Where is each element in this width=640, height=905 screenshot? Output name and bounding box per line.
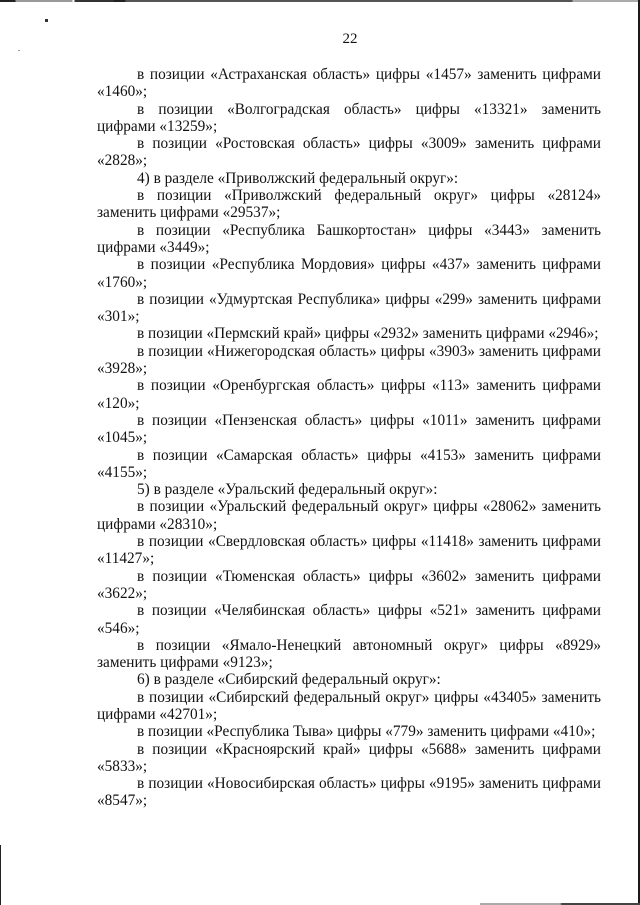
page-number: 22 [342,31,358,47]
paragraph-bashkortostan: в позиции «Республика Башкортостан» цифры «3443» заменить цифрами «3449»; [97,221,601,256]
scan-speck [18,50,20,51]
section-heading-volga: 4) в разделе «Приволжский федеральный округ»: [137,169,459,187]
scan-speck [45,19,48,22]
paragraph-perm: в позиции «Пермский край» цифры «2932» заменить цифрами «2946»; [137,325,599,343]
paragraph-ural-district: в позиции «Уральский федеральный округ» цифры «28062» заменить цифрами «28310»; [97,498,601,533]
paragraph-mordovia: в позиции «Республика Мордовия» цифры «437» заменить цифрами «1760»; [97,256,601,291]
paragraph-volga-district: в позиции «Приволжский федеральный округ» цифры «28124» заменить цифрами «29537»; [97,187,601,222]
paragraph-chelyabinsk: в позиции «Челябинская область» цифры «521» заменить цифрами «546»; [97,602,601,637]
section-heading-siberia: 6) в разделе «Сибирский федеральный округ»: [137,671,441,689]
paragraph-volgograd: в позиции «Волгоградская область» цифры «13321» заменить цифрами «13259»; [97,100,601,135]
document-body [97,66,601,810]
paragraph-samara: в позиции «Самарская область» цифры «4153» заменить цифрами «4155»; [97,446,601,481]
paragraph-novosibirsk: в позиции «Новосибирская область» цифры «9195» заменить цифрами «8547»; [97,775,601,810]
paragraph-udmurtia: в позиции «Удмуртская Республика» цифры «299» заменить цифрами «301»; [97,290,601,326]
paragraph-tuva: в позиции «Республика Тыва» цифры «779» заменить цифрами «410»; [137,723,596,741]
paragraph-sverdlovsk: в позиции «Свердловская область» цифры «11418» заменить цифрами «11427»; [97,533,601,568]
section-heading-ural: 5) в разделе «Уральский федеральный округ»: [137,481,438,499]
scan-border-left [0,845,1,905]
paragraph-yamalo-nenets: в позиции «Ямало-Ненецкий автономный округ» цифры «8929» заменить цифрами «9123»; [97,636,601,672]
paragraph-orenburg: в позиции «Оренбургская область» цифры «113» заменить цифрами «120»; [97,377,601,412]
paragraph-krasnoyarsk: в позиции «Красноярский край» цифры «5688» заменить цифрами «5833»; [97,740,601,775]
paragraph-tyumen: в позиции «Тюменская область» цифры «3602» заменить цифрами «3622»; [97,567,601,602]
scan-border-top [0,0,640,2]
paragraph-penza: в позиции «Пензенская область» цифры «1011» заменить цифрами «1045»; [97,411,601,447]
paragraph-nizhny-novgorod: в позиции «Нижегородская область» цифры «3903» заменить цифрами «3928»; [97,342,601,378]
paragraph-rostov: в позиции «Ростовская область» цифры «3009» заменить цифрами «2828»; [97,135,601,170]
paragraph-astrakhan: в позиции «Астраханская область» цифры «1457» заменить цифрами «1460»; [97,66,601,101]
paragraph-siberia-district: в позиции «Сибирский федеральный округ» цифры «43405» заменить цифрами «42701»; [97,688,601,723]
